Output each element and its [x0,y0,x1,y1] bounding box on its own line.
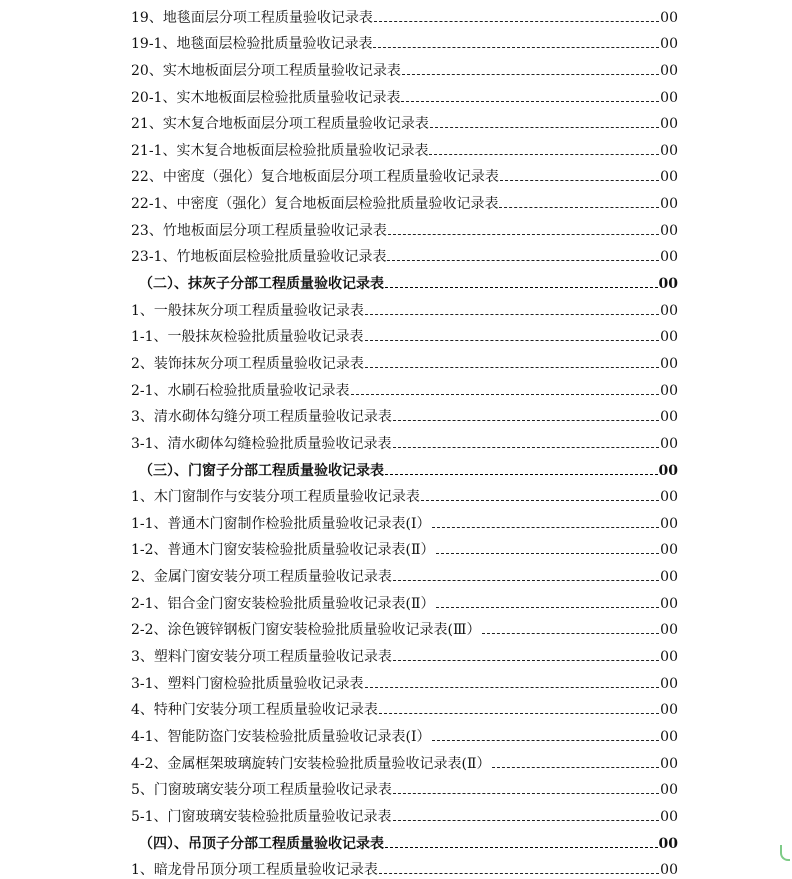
toc-entry-label: 1、一般抹灰分项工程质量验收记录表 [131,302,364,320]
toc-entry[interactable] [131,613,678,640]
toc-page-number: 00 [660,89,678,107]
toc-dot-leader [436,607,660,608]
toc-page-number: 00 [660,648,678,666]
toc-dot-leader [385,474,658,475]
toc-page-number: 00 [659,835,678,853]
toc-entry-label: 2、装饰抹灰分项工程质量验收记录表 [131,355,364,373]
toc-entry-label: 3-1、清水砌体勾缝检验批质量验收记录表 [131,435,392,453]
toc-entry[interactable] [131,373,678,400]
table-of-contents [131,0,678,879]
toc-entry[interactable] [131,719,678,746]
toc-page-number: 00 [659,462,678,480]
toc-entry[interactable] [131,559,678,586]
toc-entry-label: （四）、吊顶子分部工程质量验收记录表 [139,835,384,853]
toc-page-number: 00 [660,168,678,186]
toc-entry[interactable] [131,107,678,134]
toc-entry-label: 4-2、金属框架玻璃旋转门安装检验批质量验收记录表(Ⅱ） [131,755,491,773]
toc-page-number: 00 [660,728,678,746]
toc-page-number: 00 [660,115,678,133]
toc-entry[interactable] [131,773,678,800]
toc-entry-label: 1、木门窗制作与安装分项工程质量验收记录表 [131,488,420,506]
toc-page-number: 00 [660,248,678,266]
toc-entry[interactable] [131,533,678,560]
toc-entry-label: 23-1、竹地板面层检验批质量验收记录表 [131,248,386,266]
toc-entry-label: 5-1、门窗玻璃安装检验批质量验收记录表 [131,808,392,826]
toc-page-number: 00 [660,541,678,559]
toc-dot-leader [393,580,659,581]
toc-entry[interactable] [131,746,678,773]
toc-entry[interactable] [131,53,678,80]
toc-entry-label: 3、清水砌体勾缝分项工程质量验收记录表 [131,408,392,426]
toc-entry[interactable] [131,506,678,533]
toc-entry-label: 19-1、地毯面层检验批质量验收记录表 [131,35,372,53]
toc-page-number: 00 [660,62,678,80]
toc-dot-leader [379,713,659,714]
toc-entry-label: 4、特种门安装分项工程质量验收记录表 [131,701,378,719]
toc-page-number: 00 [660,142,678,160]
toc-dot-leader [432,527,660,528]
toc-dot-leader [385,287,658,288]
toc-page-number: 00 [660,382,678,400]
toc-dot-leader [351,394,660,395]
toc-page-number: 00 [660,861,678,879]
toc-entry-label: 2-1、铝合金门窗安装检验批质量验收记录表(Ⅱ） [131,595,435,613]
toc-entry-label: 4-1、智能防盗门安装检验批质量验收记录表(Ⅰ） [131,728,431,746]
toc-entry-label: 21-1、实木复合地板面层检验批质量验收记录表 [131,142,428,160]
toc-page-number: 00 [660,595,678,613]
toc-dot-leader [365,367,659,368]
toc-entry[interactable] [131,639,678,666]
toc-entry-label: 3-1、塑料门窗检验批质量验收记录表 [131,675,364,693]
toc-entry[interactable] [131,799,678,826]
toc-entry-label: 23、竹地板面层分项工程质量验收记录表 [131,222,387,240]
toc-entry-label: 21、实木复合地板面层分项工程质量验收记录表 [131,115,429,133]
toc-entry[interactable] [131,293,678,320]
toc-page-number: 00 [660,408,678,426]
toc-entry-label: 2-1、水刷石检验批质量验收记录表 [131,382,350,400]
toc-page-number: 00 [660,488,678,506]
toc-dot-leader [432,740,660,741]
toc-entry[interactable] [131,27,678,54]
toc-entry[interactable] [131,586,678,613]
toc-dot-leader [393,660,659,661]
toc-page-number: 00 [660,621,678,639]
toc-entry-label: 22-1、中密度（强化）复合地板面层检验批质量验收记录表 [131,195,498,213]
toc-dot-leader [429,154,659,155]
toc-entry-label: 1-1、普通木门窗制作检验批质量验收记录表(Ⅰ） [131,515,431,533]
toc-dot-leader [402,74,659,75]
toc-entry[interactable] [131,0,678,27]
toc-entry[interactable] [131,693,678,720]
toc-page-number: 00 [660,808,678,826]
toc-entry[interactable] [131,853,678,879]
toc-dot-leader [365,314,659,315]
toc-page-number: 00 [660,35,678,53]
toc-entry-label: 1-1、一般抹灰检验批质量验收记录表 [131,328,364,346]
toc-entry-label: 20、实木地板面层分项工程质量验收记录表 [131,62,401,80]
toc-dot-leader [500,180,659,181]
toc-dot-leader [482,633,660,634]
toc-entry[interactable] [131,240,678,267]
toc-entry[interactable] [131,213,678,240]
toc-entry[interactable] [131,160,678,187]
toc-dot-leader [492,767,660,768]
toc-entry-label: 22、中密度（强化）复合地板面层分项工程质量验收记录表 [131,168,499,186]
toc-entry[interactable] [131,346,678,373]
toc-entry[interactable] [131,426,678,453]
toc-entry-label: （三）、门窗子分部工程质量验收记录表 [139,462,384,480]
corner-mark-icon [780,845,790,861]
toc-entry-label: （二）、抹灰子分部工程质量验收记录表 [139,275,384,293]
toc-dot-leader [379,873,659,874]
toc-page-number: 00 [660,355,678,373]
toc-page-number: 00 [660,701,678,719]
toc-dot-leader [388,234,659,235]
toc-entry-label: 2、金属门窗安装分项工程质量验收记录表 [131,568,392,586]
toc-page-number: 00 [660,9,678,27]
toc-entry-label: 1-2、普通木门窗安装检验批质量验收记录表(Ⅱ） [131,541,435,559]
toc-page-number: 00 [660,222,678,240]
toc-entry[interactable] [131,320,678,347]
toc-dot-leader [387,260,659,261]
toc-section-heading[interactable] [131,266,678,293]
toc-dot-leader [499,207,659,208]
toc-page-number: 00 [660,195,678,213]
toc-dot-leader [374,21,659,22]
toc-page-number: 00 [660,568,678,586]
toc-entry-label: 2-2、涂色镀锌钢板门窗安装检验批质量验收记录表(Ⅲ） [131,621,481,639]
toc-dot-leader [365,340,660,341]
toc-dot-leader [421,500,659,501]
toc-page-number: 00 [660,328,678,346]
toc-entry[interactable] [131,400,678,427]
toc-dot-leader [393,820,660,821]
toc-section-heading[interactable] [131,826,678,853]
toc-entry-label: 1、暗龙骨吊顶分项工程质量验收记录表 [131,861,378,879]
toc-page-number: 00 [660,675,678,693]
toc-dot-leader [373,47,659,48]
toc-entry[interactable] [131,80,678,107]
toc-page-number: 00 [660,781,678,799]
toc-entry-label: 3、塑料门窗安装分项工程质量验收记录表 [131,648,392,666]
toc-page-number: 00 [660,435,678,453]
toc-dot-leader [393,420,659,421]
toc-entry[interactable] [131,133,678,160]
toc-dot-leader [365,687,660,688]
toc-dot-leader [385,847,658,848]
toc-entry-label: 20-1、实木地板面层检验批质量验收记录表 [131,89,400,107]
toc-dot-leader [401,101,659,102]
toc-entry-label: 19、地毯面层分项工程质量验收记录表 [131,9,373,27]
toc-page-number: 00 [660,755,678,773]
toc-dot-leader [430,127,659,128]
toc-dot-leader [393,793,659,794]
toc-dot-leader [393,447,660,448]
toc-section-heading[interactable] [131,453,678,480]
toc-entry[interactable] [131,186,678,213]
toc-page-number: 00 [659,275,678,293]
toc-page-number: 00 [660,302,678,320]
toc-dot-leader [436,553,660,554]
toc-entry[interactable] [131,480,678,507]
toc-entry-label: 5、门窗玻璃安装分项工程质量验收记录表 [131,781,392,799]
toc-page-number: 00 [660,515,678,533]
toc-entry[interactable] [131,666,678,693]
